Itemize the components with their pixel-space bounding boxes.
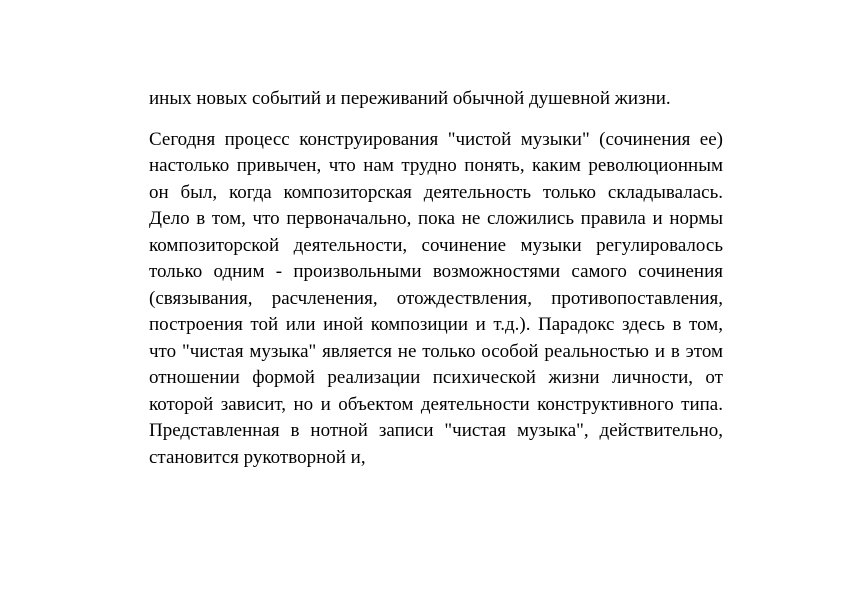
body-text (149, 86, 723, 471)
paragraph-2: Сегодня процесс конструирования "чистой музыки" (сочинения ее) настолько привычен, что нам трудно понять, каким революционным он был, когда композиторская деятельность только складывалась. Дело в том, что первоначально, пока не сложились правила и нормы композиторской деятельности, сочинение музыки регулировалось только одним - произвольными возможностями самого сочинения (связывания, расчленения, отождествления, противопоставления, построения той или иной композиции и т.д.). Парадокс здесь в том, что "чистая музыка" является не только особой реальностью и в этом отношении формой реализации психической жизни личности, от которой зависит, но и объектом деятельности конструктивного типа. Представленная в нотной записи "чистая музыка", действительно, становится рукотворной и, (149, 128, 723, 468)
paragraph-1: иных новых событий и переживаний обычной душевной жизни. (149, 88, 671, 109)
